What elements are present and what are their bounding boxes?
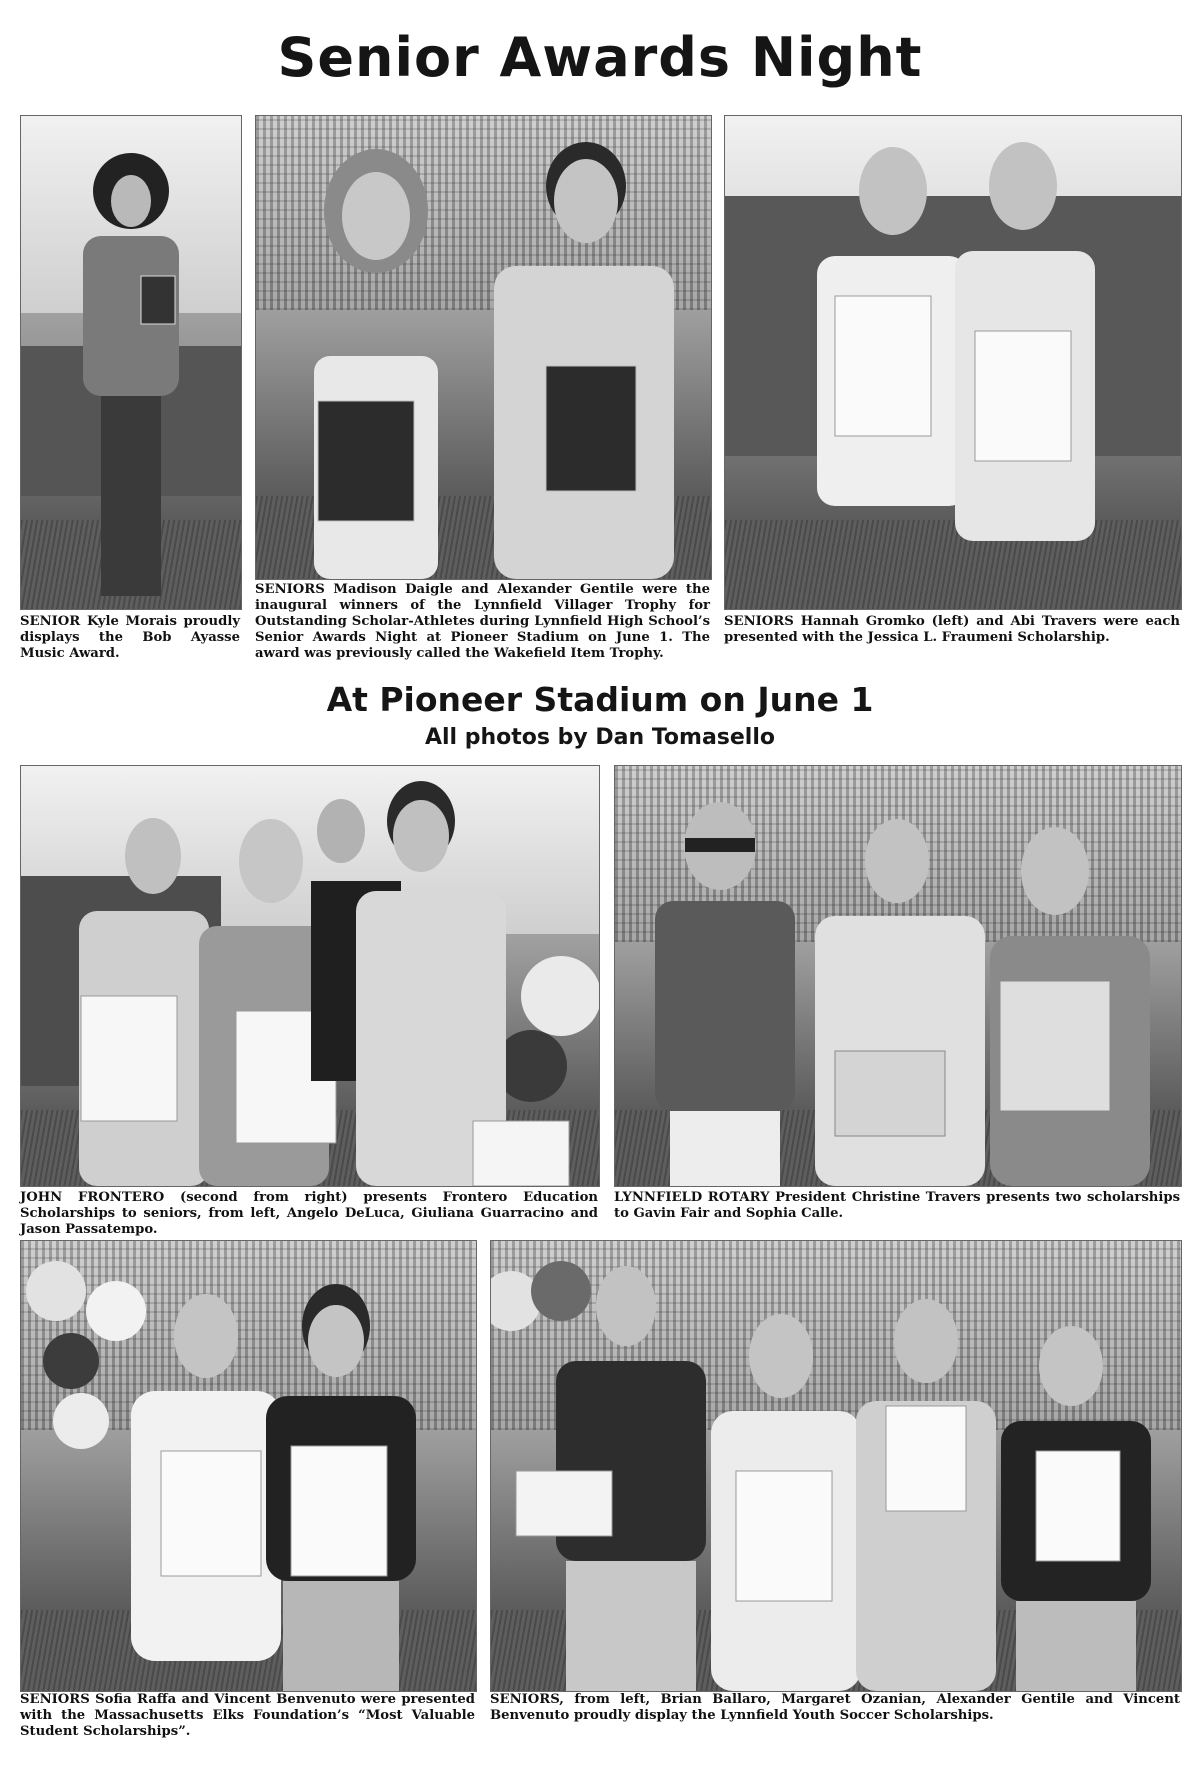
photo-lynnfield-rotary [614, 765, 1182, 1187]
photo-caption: JOHN FRONTERO (second from right) presents Frontero Education Scholarships to seniors, from left, Angelo DeLuca, Giuliana Guarracino and Jason Passatempo. [20, 1190, 599, 1237]
photo-daigle-gentile [255, 115, 712, 580]
photo-caption: LYNNFIELD ROTARY President Christine Travers presents two scholarships to Gavin Fair and Sophia Calle. [614, 1190, 1181, 1221]
page-headline: Senior Awards Night [277, 26, 923, 89]
photo-frontero-scholarships [20, 765, 600, 1187]
photo-youth-soccer-scholarships [490, 1240, 1182, 1692]
photo-caption: SENIORS, from left, Brian Ballaro, Margaret Ozanian, Alexander Gentile and Vincent Benvenuto proudly display the Lynnfield Youth Soccer Scholarships. [490, 1692, 1180, 1723]
photo-credit: All photos by Dan Tomasello [424, 725, 776, 750]
photo-caption: SENIORS Sofia Raffa and Vincent Benvenuto were presented with the Massachusetts Elks Foundation’s “Most Valuable Student Scholarships”. [20, 1692, 476, 1739]
photo-gromko-travers [724, 115, 1182, 610]
section-subheadline: At Pioneer Stadium on June 1 [326, 680, 874, 719]
photo-kyle-morais [20, 115, 242, 610]
photo-raffa-benvenuto [20, 1240, 477, 1692]
photo-caption: SENIORS Madison Daigle and Alexander Gentile were the inaugural winners of the Lynnfield Villager Trophy for Outstanding Scholar-Athletes during Lynnfield High School’s Senior Awards Night at Pioneer Stadium on June 1. The award was previously called the Wakefield Item Trophy. [255, 582, 710, 661]
photo-caption: SENIORS Hannah Gromko (left) and Abi Travers were each presented with the Jessica L. Fraumeni Scholarship. [724, 614, 1181, 645]
photo-caption: SENIOR Kyle Morais proudly displays the Bob Ayasse Music Award. [20, 614, 240, 661]
